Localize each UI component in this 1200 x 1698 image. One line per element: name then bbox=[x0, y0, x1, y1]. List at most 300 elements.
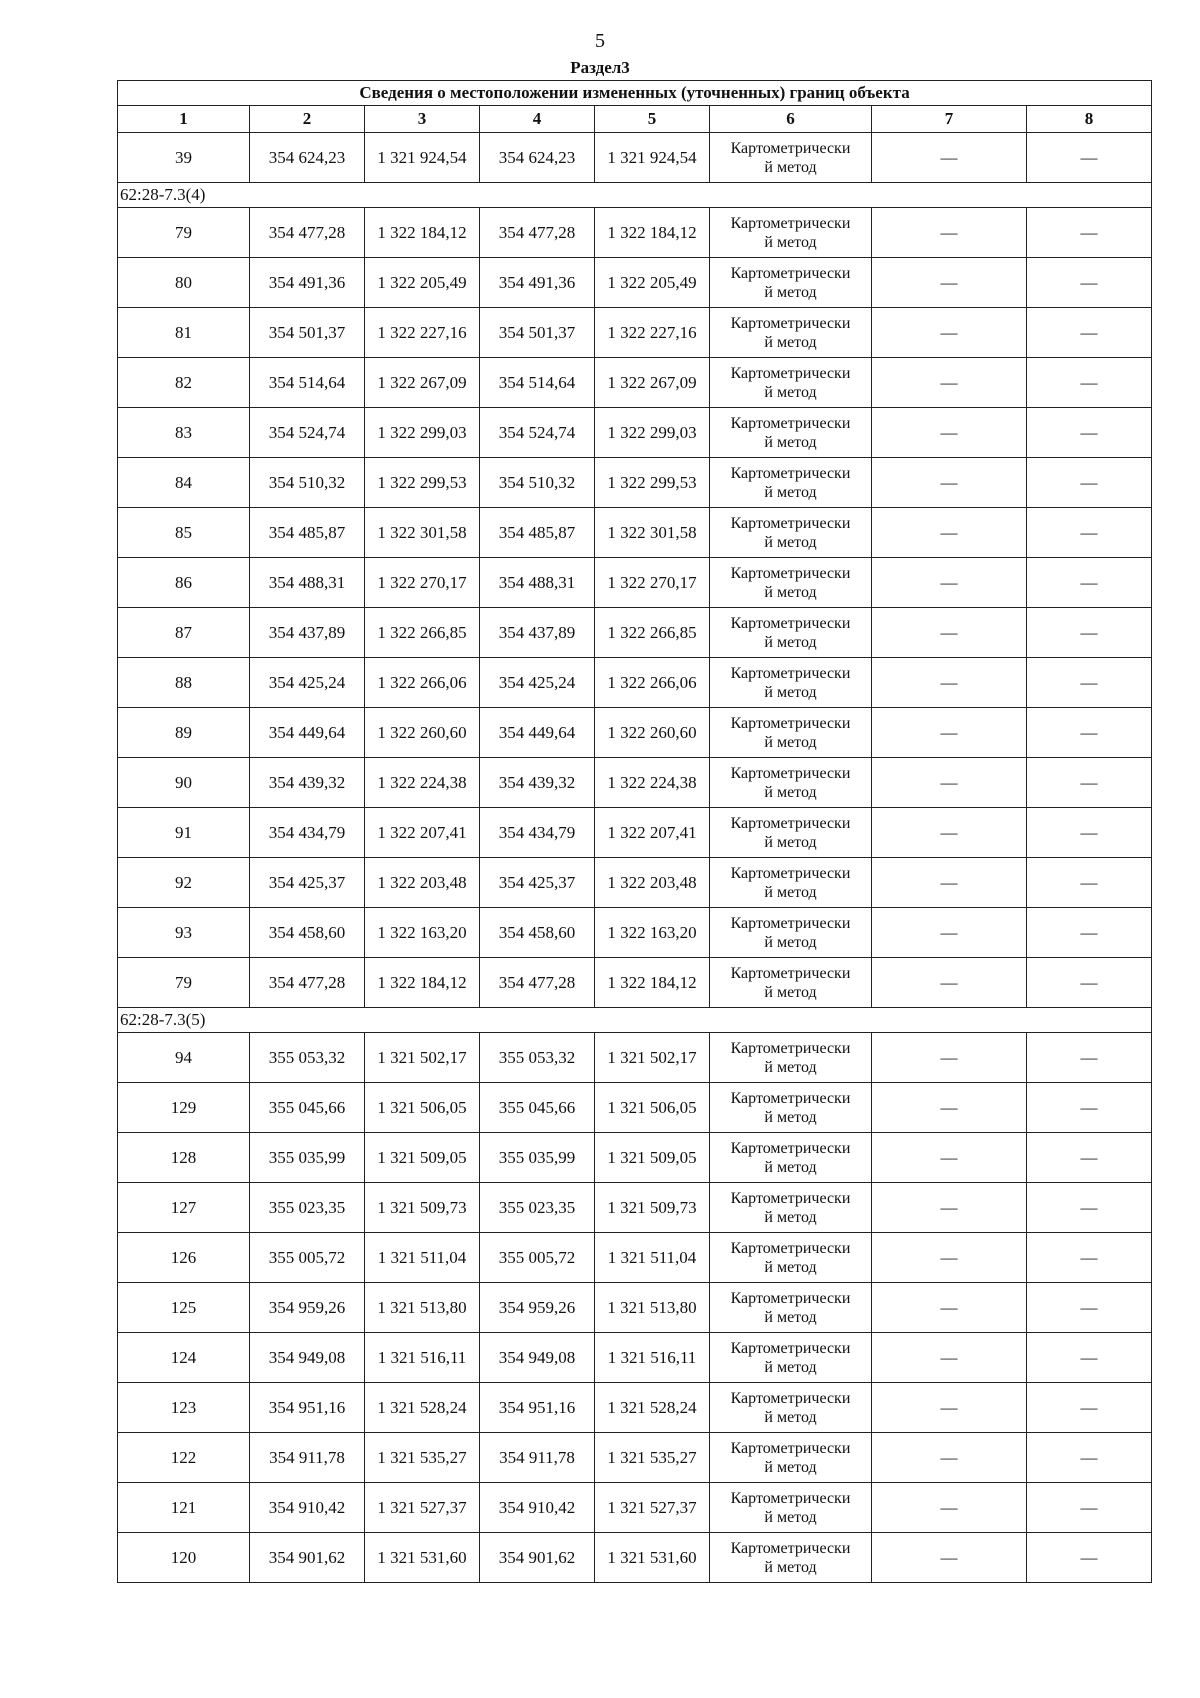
x-old-cell: 355 035,99 bbox=[250, 1133, 365, 1183]
method-text-line2: й метод bbox=[764, 1058, 817, 1076]
method-cell bbox=[710, 958, 872, 1008]
point-number-cell: 121 bbox=[118, 1483, 250, 1533]
method-text-line1: Картометрически bbox=[730, 414, 851, 432]
x-old-cell: 354 449,64 bbox=[250, 708, 365, 758]
x-new-cell: 354 488,31 bbox=[480, 558, 595, 608]
column-7-cell: — bbox=[872, 1533, 1027, 1583]
method-text-line1: Картометрически bbox=[730, 514, 851, 532]
coordinates-table bbox=[117, 80, 1152, 1583]
column-number: 7 bbox=[872, 106, 1027, 133]
y-old-cell: 1 322 203,48 bbox=[365, 858, 480, 908]
x-old-cell: 354 437,89 bbox=[250, 608, 365, 658]
method-text-line1: Картометрически bbox=[730, 564, 851, 582]
column-7-cell: — bbox=[872, 558, 1027, 608]
method-cell bbox=[710, 1283, 872, 1333]
method-text-line1: Картометрически bbox=[730, 764, 851, 782]
method-cell bbox=[710, 658, 872, 708]
point-number-cell: 125 bbox=[118, 1283, 250, 1333]
point-number-cell: 120 bbox=[118, 1533, 250, 1583]
column-number: 8 bbox=[1027, 106, 1152, 133]
column-number-row bbox=[118, 106, 1152, 133]
method-text-line2: й метод bbox=[764, 483, 817, 501]
method-cell bbox=[710, 608, 872, 658]
column-number: 1 bbox=[118, 106, 250, 133]
method-cell bbox=[710, 1083, 872, 1133]
y-old-cell: 1 322 299,03 bbox=[365, 408, 480, 458]
x-old-cell: 354 485,87 bbox=[250, 508, 365, 558]
method-text-line2: й метод bbox=[764, 533, 817, 551]
method-text-line2: й метод bbox=[764, 583, 817, 601]
method-cell bbox=[710, 358, 872, 408]
x-new-cell: 354 458,60 bbox=[480, 908, 595, 958]
table-row bbox=[118, 508, 1152, 558]
table-row bbox=[118, 258, 1152, 308]
y-new-cell: 1 322 266,85 bbox=[595, 608, 710, 658]
x-old-cell: 354 477,28 bbox=[250, 208, 365, 258]
y-old-cell: 1 321 511,04 bbox=[365, 1233, 480, 1283]
table-row bbox=[118, 958, 1152, 1008]
method-cell bbox=[710, 1433, 872, 1483]
table-row bbox=[118, 358, 1152, 408]
table-row bbox=[118, 1533, 1152, 1583]
column-7-cell: — bbox=[872, 1283, 1027, 1333]
x-old-cell: 354 501,37 bbox=[250, 308, 365, 358]
x-new-cell: 354 501,37 bbox=[480, 308, 595, 358]
y-new-cell: 1 321 528,24 bbox=[595, 1383, 710, 1433]
y-old-cell: 1 321 924,54 bbox=[365, 133, 480, 183]
column-7-cell: — bbox=[872, 758, 1027, 808]
y-old-cell: 1 321 502,17 bbox=[365, 1033, 480, 1083]
point-number-cell: 86 bbox=[118, 558, 250, 608]
y-new-cell: 1 321 924,54 bbox=[595, 133, 710, 183]
y-old-cell: 1 322 266,85 bbox=[365, 608, 480, 658]
point-number-cell: 126 bbox=[118, 1233, 250, 1283]
y-new-cell: 1 322 184,12 bbox=[595, 958, 710, 1008]
method-text-line1: Картометрически bbox=[730, 664, 851, 682]
y-new-cell: 1 321 506,05 bbox=[595, 1083, 710, 1133]
method-text-line1: Картометрически bbox=[730, 1239, 851, 1257]
column-7-cell: — bbox=[872, 408, 1027, 458]
y-old-cell: 1 322 301,58 bbox=[365, 508, 480, 558]
x-old-cell: 354 524,74 bbox=[250, 408, 365, 458]
method-text-line1: Картометрически bbox=[730, 1539, 851, 1557]
section-title: Раздел3 bbox=[570, 58, 630, 77]
point-number-cell: 91 bbox=[118, 808, 250, 858]
table-row bbox=[118, 133, 1152, 183]
point-number-cell: 39 bbox=[118, 133, 250, 183]
method-cell bbox=[710, 1133, 872, 1183]
y-new-cell: 1 321 535,27 bbox=[595, 1433, 710, 1483]
x-old-cell: 354 488,31 bbox=[250, 558, 365, 608]
point-number-cell: 93 bbox=[118, 908, 250, 958]
column-8-cell: — bbox=[1027, 1033, 1152, 1083]
column-7-cell: — bbox=[872, 608, 1027, 658]
table-row bbox=[118, 1283, 1152, 1333]
y-new-cell: 1 321 511,04 bbox=[595, 1233, 710, 1283]
method-cell bbox=[710, 1533, 872, 1583]
y-old-cell: 1 322 184,12 bbox=[365, 958, 480, 1008]
y-new-cell: 1 322 205,49 bbox=[595, 258, 710, 308]
table-row bbox=[118, 1183, 1152, 1233]
point-number-cell: 122 bbox=[118, 1433, 250, 1483]
y-new-cell: 1 322 163,20 bbox=[595, 908, 710, 958]
table-row bbox=[118, 208, 1152, 258]
method-text-line1: Картометрически bbox=[730, 314, 851, 332]
column-8-cell: — bbox=[1027, 1283, 1152, 1333]
x-old-cell: 354 458,60 bbox=[250, 908, 365, 958]
method-cell bbox=[710, 208, 872, 258]
method-text-line1: Картометрически bbox=[730, 614, 851, 632]
x-new-cell: 354 439,32 bbox=[480, 758, 595, 808]
method-text-line2: й метод bbox=[764, 383, 817, 401]
x-new-cell: 354 485,87 bbox=[480, 508, 595, 558]
column-8-cell: — bbox=[1027, 208, 1152, 258]
x-new-cell: 354 624,23 bbox=[480, 133, 595, 183]
point-number-cell: 87 bbox=[118, 608, 250, 658]
column-number: 3 bbox=[365, 106, 480, 133]
point-number-cell: 90 bbox=[118, 758, 250, 808]
x-old-cell: 354 949,08 bbox=[250, 1333, 365, 1383]
column-8-cell: — bbox=[1027, 808, 1152, 858]
column-number: 4 bbox=[480, 106, 595, 133]
table-row bbox=[118, 708, 1152, 758]
column-8-cell: — bbox=[1027, 958, 1152, 1008]
y-new-cell: 1 322 227,16 bbox=[595, 308, 710, 358]
method-text-line2: й метод bbox=[764, 983, 817, 1001]
method-text-line2: й метод bbox=[764, 1308, 817, 1326]
column-8-cell: — bbox=[1027, 1533, 1152, 1583]
column-7-cell: — bbox=[872, 458, 1027, 508]
y-new-cell: 1 321 509,05 bbox=[595, 1133, 710, 1183]
table-row bbox=[118, 658, 1152, 708]
table-row bbox=[118, 458, 1152, 508]
method-cell bbox=[710, 1383, 872, 1433]
y-old-cell: 1 321 535,27 bbox=[365, 1433, 480, 1483]
column-7-cell: — bbox=[872, 1033, 1027, 1083]
point-number-cell: 94 bbox=[118, 1033, 250, 1083]
point-number-cell: 123 bbox=[118, 1383, 250, 1433]
y-new-cell: 1 322 299,03 bbox=[595, 408, 710, 458]
column-7-cell: — bbox=[872, 808, 1027, 858]
table-row bbox=[118, 608, 1152, 658]
method-text-line2: й метод bbox=[764, 433, 817, 451]
table-row bbox=[118, 558, 1152, 608]
column-7-cell: — bbox=[872, 1133, 1027, 1183]
x-old-cell: 354 425,24 bbox=[250, 658, 365, 708]
y-new-cell: 1 322 224,38 bbox=[595, 758, 710, 808]
x-new-cell: 354 425,37 bbox=[480, 858, 595, 908]
column-8-cell: — bbox=[1027, 908, 1152, 958]
table-body bbox=[118, 133, 1152, 1583]
column-8-cell: — bbox=[1027, 408, 1152, 458]
x-new-cell: 354 524,74 bbox=[480, 408, 595, 458]
method-cell bbox=[710, 1183, 872, 1233]
column-7-cell: — bbox=[872, 1183, 1027, 1233]
column-7-cell: — bbox=[872, 1083, 1027, 1133]
method-text-line2: й метод bbox=[764, 283, 817, 301]
point-number-cell: 79 bbox=[118, 958, 250, 1008]
method-text-line2: й метод bbox=[764, 883, 817, 901]
method-cell bbox=[710, 758, 872, 808]
table-row bbox=[118, 408, 1152, 458]
method-cell bbox=[710, 708, 872, 758]
point-number-cell: 83 bbox=[118, 408, 250, 458]
method-cell bbox=[710, 133, 872, 183]
x-new-cell: 354 910,42 bbox=[480, 1483, 595, 1533]
y-new-cell: 1 322 270,17 bbox=[595, 558, 710, 608]
x-new-cell: 354 959,26 bbox=[480, 1283, 595, 1333]
column-7-cell: — bbox=[872, 958, 1027, 1008]
y-old-cell: 1 322 205,49 bbox=[365, 258, 480, 308]
table-row bbox=[118, 758, 1152, 808]
column-8-cell: — bbox=[1027, 758, 1152, 808]
x-new-cell: 354 514,64 bbox=[480, 358, 595, 408]
method-cell bbox=[710, 808, 872, 858]
x-new-cell: 354 510,32 bbox=[480, 458, 595, 508]
point-number-cell: 84 bbox=[118, 458, 250, 508]
method-text-line2: й метод bbox=[764, 333, 817, 351]
x-old-cell: 355 023,35 bbox=[250, 1183, 365, 1233]
method-text-line2: й метод bbox=[764, 1558, 817, 1576]
x-old-cell: 354 910,42 bbox=[250, 1483, 365, 1533]
y-new-cell: 1 321 531,60 bbox=[595, 1533, 710, 1583]
x-new-cell: 354 437,89 bbox=[480, 608, 595, 658]
column-8-cell: — bbox=[1027, 1383, 1152, 1433]
y-old-cell: 1 322 207,41 bbox=[365, 808, 480, 858]
x-new-cell: 355 035,99 bbox=[480, 1133, 595, 1183]
method-cell bbox=[710, 508, 872, 558]
x-old-cell: 354 491,36 bbox=[250, 258, 365, 308]
column-7-cell: — bbox=[872, 858, 1027, 908]
column-number: 6 bbox=[710, 106, 872, 133]
x-old-cell: 354 624,23 bbox=[250, 133, 365, 183]
x-new-cell: 354 425,24 bbox=[480, 658, 595, 708]
method-text-line2: й метод bbox=[764, 1258, 817, 1276]
column-8-cell: — bbox=[1027, 1183, 1152, 1233]
x-new-cell: 354 951,16 bbox=[480, 1383, 595, 1433]
y-old-cell: 1 322 224,38 bbox=[365, 758, 480, 808]
y-new-cell: 1 322 299,53 bbox=[595, 458, 710, 508]
x-new-cell: 354 949,08 bbox=[480, 1333, 595, 1383]
x-old-cell: 354 514,64 bbox=[250, 358, 365, 408]
column-7-cell: — bbox=[872, 508, 1027, 558]
x-old-cell: 354 439,32 bbox=[250, 758, 365, 808]
y-new-cell: 1 321 516,11 bbox=[595, 1333, 710, 1383]
x-new-cell: 354 449,64 bbox=[480, 708, 595, 758]
column-number: 5 bbox=[595, 106, 710, 133]
x-old-cell: 355 053,32 bbox=[250, 1033, 365, 1083]
column-8-cell: — bbox=[1027, 1433, 1152, 1483]
y-old-cell: 1 322 260,60 bbox=[365, 708, 480, 758]
method-cell bbox=[710, 258, 872, 308]
method-text-line1: Картометрически bbox=[730, 1489, 851, 1507]
column-8-cell: — bbox=[1027, 1483, 1152, 1533]
point-number-cell: 82 bbox=[118, 358, 250, 408]
point-number-cell: 88 bbox=[118, 658, 250, 708]
column-7-cell: — bbox=[872, 708, 1027, 758]
column-8-cell: — bbox=[1027, 608, 1152, 658]
column-7-cell: — bbox=[872, 1333, 1027, 1383]
column-8-cell: — bbox=[1027, 658, 1152, 708]
table-row bbox=[118, 1483, 1152, 1533]
table-row bbox=[118, 1133, 1152, 1183]
y-old-cell: 1 322 163,20 bbox=[365, 908, 480, 958]
method-text-line1: Картометрически bbox=[730, 1039, 851, 1057]
column-7-cell: — bbox=[872, 358, 1027, 408]
method-text-line1: Картометрически bbox=[730, 714, 851, 732]
column-7-cell: — bbox=[872, 908, 1027, 958]
column-7-cell: — bbox=[872, 658, 1027, 708]
column-8-cell: — bbox=[1027, 708, 1152, 758]
table-caption: Сведения о местоположении измененных (уточненных) границ объекта bbox=[118, 81, 1152, 106]
y-new-cell: 1 321 509,73 bbox=[595, 1183, 710, 1233]
group-label: 62:28-7.3(4) bbox=[118, 183, 1152, 208]
y-new-cell: 1 322 301,58 bbox=[595, 508, 710, 558]
method-cell bbox=[710, 1483, 872, 1533]
method-text-line2: й метод bbox=[764, 1458, 817, 1476]
column-8-cell: — bbox=[1027, 1333, 1152, 1383]
group-header-row bbox=[118, 1008, 1152, 1033]
method-text-line2: й метод bbox=[764, 633, 817, 651]
y-new-cell: 1 322 207,41 bbox=[595, 808, 710, 858]
page-number: 5 bbox=[595, 30, 605, 52]
y-new-cell: 1 321 527,37 bbox=[595, 1483, 710, 1533]
column-8-cell: — bbox=[1027, 508, 1152, 558]
method-text-line2: й метод bbox=[764, 933, 817, 951]
method-text-line1: Картометрически bbox=[730, 914, 851, 932]
method-cell bbox=[710, 1233, 872, 1283]
method-text-line1: Картометрически bbox=[730, 1189, 851, 1207]
method-text-line2: й метод bbox=[764, 233, 817, 251]
method-text-line1: Картометрически bbox=[730, 264, 851, 282]
method-text-line2: й метод bbox=[764, 1358, 817, 1376]
x-new-cell: 354 477,28 bbox=[480, 208, 595, 258]
x-old-cell: 355 045,66 bbox=[250, 1083, 365, 1133]
method-text-line1: Картометрически bbox=[730, 1089, 851, 1107]
y-old-cell: 1 321 528,24 bbox=[365, 1383, 480, 1433]
table-row bbox=[118, 908, 1152, 958]
x-old-cell: 354 901,62 bbox=[250, 1533, 365, 1583]
column-8-cell: — bbox=[1027, 133, 1152, 183]
column-8-cell: — bbox=[1027, 1133, 1152, 1183]
x-old-cell: 354 911,78 bbox=[250, 1433, 365, 1483]
y-new-cell: 1 322 260,60 bbox=[595, 708, 710, 758]
method-cell bbox=[710, 308, 872, 358]
x-old-cell: 354 477,28 bbox=[250, 958, 365, 1008]
point-number-cell: 129 bbox=[118, 1083, 250, 1133]
point-number-cell: 124 bbox=[118, 1333, 250, 1383]
method-text-line1: Картометрически bbox=[730, 364, 851, 382]
column-7-cell: — bbox=[872, 1233, 1027, 1283]
method-text-line1: Картометрически bbox=[730, 1439, 851, 1457]
y-new-cell: 1 321 502,17 bbox=[595, 1033, 710, 1083]
point-number-cell: 89 bbox=[118, 708, 250, 758]
column-8-cell: — bbox=[1027, 458, 1152, 508]
method-text-line1: Картометрически bbox=[730, 814, 851, 832]
y-old-cell: 1 322 270,17 bbox=[365, 558, 480, 608]
table-row bbox=[118, 858, 1152, 908]
method-text-line1: Картометрически bbox=[730, 1339, 851, 1357]
method-text-line2: й метод bbox=[764, 1158, 817, 1176]
column-7-cell: — bbox=[872, 133, 1027, 183]
column-7-cell: — bbox=[872, 1483, 1027, 1533]
column-8-cell: — bbox=[1027, 358, 1152, 408]
column-7-cell: — bbox=[872, 208, 1027, 258]
group-header-row bbox=[118, 183, 1152, 208]
method-text-line2: й метод bbox=[764, 158, 817, 176]
method-text-line2: й метод bbox=[764, 1208, 817, 1226]
method-cell bbox=[710, 408, 872, 458]
method-cell bbox=[710, 458, 872, 508]
column-7-cell: — bbox=[872, 308, 1027, 358]
column-8-cell: — bbox=[1027, 1083, 1152, 1133]
x-new-cell: 354 434,79 bbox=[480, 808, 595, 858]
method-cell bbox=[710, 858, 872, 908]
y-old-cell: 1 322 227,16 bbox=[365, 308, 480, 358]
method-text-line1: Картометрически bbox=[730, 964, 851, 982]
method-cell bbox=[710, 908, 872, 958]
x-new-cell: 355 005,72 bbox=[480, 1233, 595, 1283]
table-row bbox=[118, 1233, 1152, 1283]
method-text-line2: й метод bbox=[764, 1508, 817, 1526]
y-old-cell: 1 321 513,80 bbox=[365, 1283, 480, 1333]
method-cell bbox=[710, 558, 872, 608]
table-row bbox=[118, 1383, 1152, 1433]
method-text-line2: й метод bbox=[764, 833, 817, 851]
column-number: 2 bbox=[250, 106, 365, 133]
y-new-cell: 1 322 203,48 bbox=[595, 858, 710, 908]
point-number-cell: 128 bbox=[118, 1133, 250, 1183]
method-cell bbox=[710, 1333, 872, 1383]
y-old-cell: 1 321 509,73 bbox=[365, 1183, 480, 1233]
column-8-cell: — bbox=[1027, 558, 1152, 608]
x-old-cell: 354 434,79 bbox=[250, 808, 365, 858]
table-row bbox=[118, 808, 1152, 858]
point-number-cell: 81 bbox=[118, 308, 250, 358]
method-text-line2: й метод bbox=[764, 733, 817, 751]
method-cell bbox=[710, 1033, 872, 1083]
group-label: 62:28-7.3(5) bbox=[118, 1008, 1152, 1033]
y-new-cell: 1 322 184,12 bbox=[595, 208, 710, 258]
y-old-cell: 1 321 527,37 bbox=[365, 1483, 480, 1533]
column-8-cell: — bbox=[1027, 1233, 1152, 1283]
table-row bbox=[118, 1433, 1152, 1483]
y-new-cell: 1 322 266,06 bbox=[595, 658, 710, 708]
y-old-cell: 1 321 506,05 bbox=[365, 1083, 480, 1133]
method-text-line2: й метод bbox=[764, 683, 817, 701]
table-row bbox=[118, 1083, 1152, 1133]
method-text-line1: Картометрически bbox=[730, 464, 851, 482]
y-old-cell: 1 321 531,60 bbox=[365, 1533, 480, 1583]
point-number-cell: 85 bbox=[118, 508, 250, 558]
point-number-cell: 127 bbox=[118, 1183, 250, 1233]
column-7-cell: — bbox=[872, 1433, 1027, 1483]
x-old-cell: 354 425,37 bbox=[250, 858, 365, 908]
column-8-cell: — bbox=[1027, 258, 1152, 308]
y-old-cell: 1 321 509,05 bbox=[365, 1133, 480, 1183]
x-old-cell: 355 005,72 bbox=[250, 1233, 365, 1283]
x-old-cell: 354 510,32 bbox=[250, 458, 365, 508]
x-new-cell: 354 911,78 bbox=[480, 1433, 595, 1483]
x-new-cell: 354 491,36 bbox=[480, 258, 595, 308]
point-number-cell: 92 bbox=[118, 858, 250, 908]
y-old-cell: 1 321 516,11 bbox=[365, 1333, 480, 1383]
table-row bbox=[118, 1333, 1152, 1383]
method-text-line1: Картометрически bbox=[730, 1289, 851, 1307]
method-text-line2: й метод bbox=[764, 783, 817, 801]
column-7-cell: — bbox=[872, 258, 1027, 308]
y-new-cell: 1 322 267,09 bbox=[595, 358, 710, 408]
